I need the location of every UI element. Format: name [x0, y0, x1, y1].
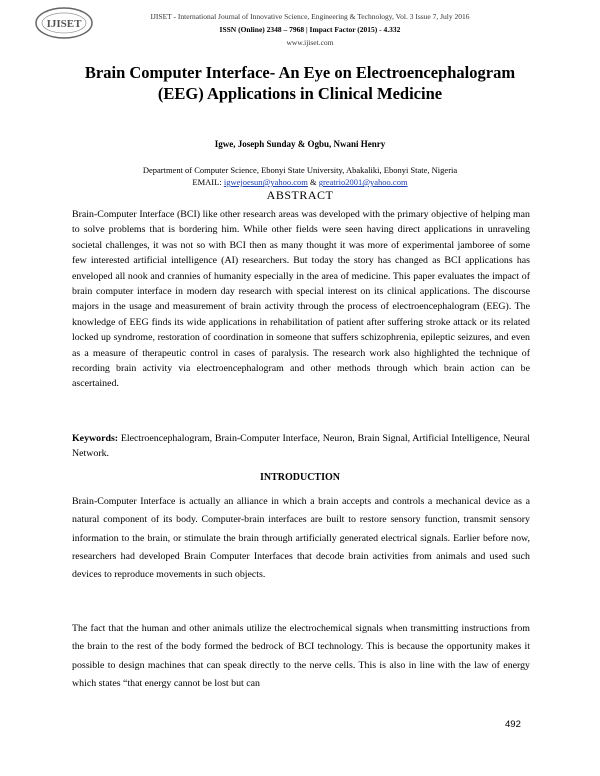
- keywords-label: Keywords:: [72, 433, 119, 444]
- keywords: [72, 431, 530, 462]
- authors: Igwe, Joseph Sunday & Ogbu, Nwani Henry: [214, 139, 386, 149]
- introduction-heading: INTRODUCTION: [259, 472, 340, 483]
- affiliation-block: [0, 164, 600, 188]
- issn-line: ISSN (Online) 2348 – 7968 | Impact Factor (2015) - 4.332: [219, 25, 401, 34]
- website-link[interactable]: www.ijiset.com: [286, 38, 334, 47]
- email-link-2[interactable]: greatrio2001@yahoo.com: [318, 177, 408, 187]
- affiliation: Department of Computer Science, Ebonyi State University, Abakaliki, Ebonyi State, Nigeria: [142, 165, 458, 175]
- email-line: [0, 176, 600, 188]
- logo-text: IJISET: [46, 18, 82, 30]
- journal-header: IJISET - International Journal of Innovative Science, Engineering & Technology, Vol. 3 Issue 7, July 2016: [150, 12, 470, 21]
- page-number: 492: [505, 719, 521, 730]
- email-link-1[interactable]: igwejoesun@yahoo.com: [223, 177, 308, 187]
- introduction-paragraph-2: The fact that the human and other animals utilize the electrochemical signals when transmitting instructions from the brain to the rest of the body formed the bedrock of BCI technology. This is because the opportunity makes it possible to design machines that can speak directly to the nerve cells. This is also in line with the law of energy which states “that energy cannot be lost but can: [72, 623, 530, 689]
- paper-title: Brain Computer Interface- An Eye on Electroencephalogram (EEG) Applications in Clinical Medicine: [84, 63, 516, 103]
- abstract-text: Brain-Computer Interface (BCI) like other research areas was developed with the primary objective of helping man to solve problems that is bordering him. While other fields were seen having direct applications in unraveling societal challenges, it was not so with BCI then as many thought it was more of experimental jamboree of some few interested artificial intelligence (AI) researchers. But today the story has changed as BCI applications has enveloped all nook and crannies of humanity especially in the area of medicine. This paper evaluates the impact of brain computer interface in modern day research with special interest on its clinical applications. The discourse majors in the usage and measurement of brain activity through the process of electroencephalogram (EEG). The knowledge of EEG finds its wide applications in rehabilitation of patient after suffering stroke attack or its related locked up syndrome, restoration of coordination in someone that suffers schizophrenia, epileptic seizures, and even as a measure of therapeutic control in cases of paralysis. The research work also highlighted the technique of recording brain activity via electroencephalogram and other methods through which brain action can be ascertained.: [72, 209, 530, 390]
- journal-logo: [34, 6, 94, 40]
- keywords-text: Electroencephalogram, Brain-Computer Interface, Neuron, Brain Signal, Artificial Intelligence, Neural Network.: [72, 433, 530, 460]
- email-separator: &: [310, 177, 317, 187]
- introduction-paragraph-1: Brain-Computer Interface is actually an alliance in which a brain accepts and controls a mechanical device as a natural component of its body. Computer-brain interfaces are built to restore sensory function, transmit sensory information to the brain, or stimulate the brain through artificially generated electrical signals. Earlier before now, researchers had developed Brain Computer Interfaces that decode brain activities from animals and used such devices to reproduce movements in such objects.: [72, 496, 530, 581]
- abstract-heading: ABSTRACT: [266, 188, 334, 202]
- email-label: EMAIL:: [192, 177, 222, 187]
